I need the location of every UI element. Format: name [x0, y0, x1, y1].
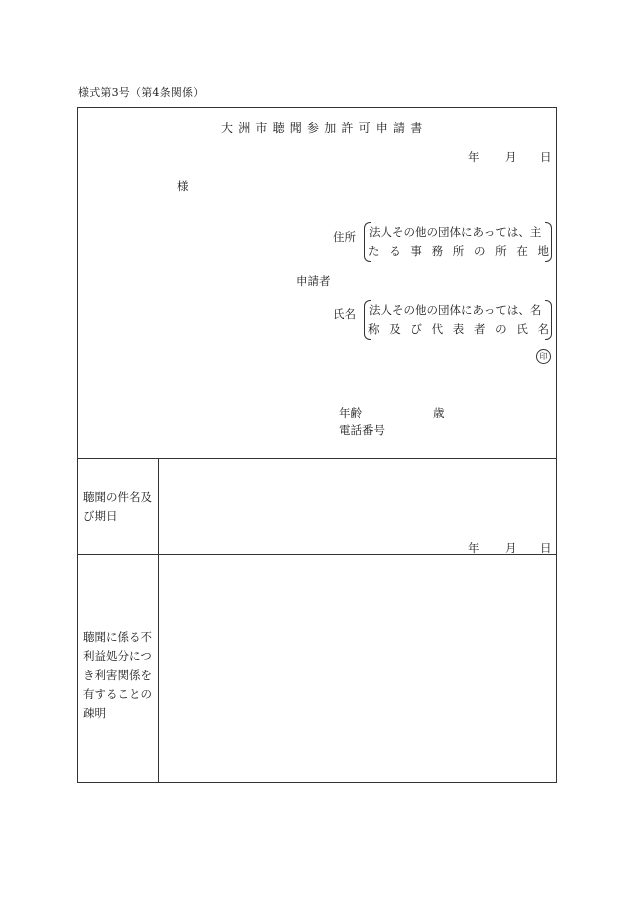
- date-month-label: 月: [505, 150, 517, 164]
- address-label: 住所: [333, 230, 356, 244]
- hearing-date: [460, 540, 550, 556]
- seal-icon: 印: [536, 349, 551, 364]
- age-unit: 歳: [433, 406, 445, 420]
- name-label: 氏名: [333, 307, 356, 321]
- age-label: 年齢: [339, 406, 362, 420]
- hearing-date-year: 年: [468, 541, 480, 555]
- form-title: 大洲市聴聞参加許可申請書: [221, 121, 428, 135]
- phone-label: 電話番号: [339, 423, 385, 437]
- applicant-heading: 申請者: [296, 274, 331, 288]
- date-year-label: 年: [468, 150, 480, 164]
- hearing-date-month: 月: [505, 541, 517, 555]
- address-note-line1: 法人その他の団体にあっては、主: [369, 225, 542, 239]
- interest-explanation-label: 聴聞に係る不 利益処分につ き利害関係を 有することの 疎明: [83, 630, 152, 720]
- hearing-subject-label: 聴聞の件名及 び期日: [83, 490, 152, 523]
- hearing-date-day: 日: [540, 541, 552, 555]
- form-number-label: 様式第3号（第4条関係）: [78, 86, 205, 99]
- column-divider: [158, 458, 159, 782]
- name-note-line1: 法人その他の団体にあっては、名: [369, 303, 542, 317]
- address-note-line2: た る 事 務 所 の 所 在 地: [368, 244, 549, 258]
- date-day-label: 日: [540, 150, 552, 164]
- application-date: [460, 149, 550, 165]
- row-divider-1: [77, 458, 556, 459]
- addressee-suffix: 様: [177, 179, 189, 193]
- name-note-line2: 称 及 び 代 表 者 の 氏 名: [368, 322, 549, 336]
